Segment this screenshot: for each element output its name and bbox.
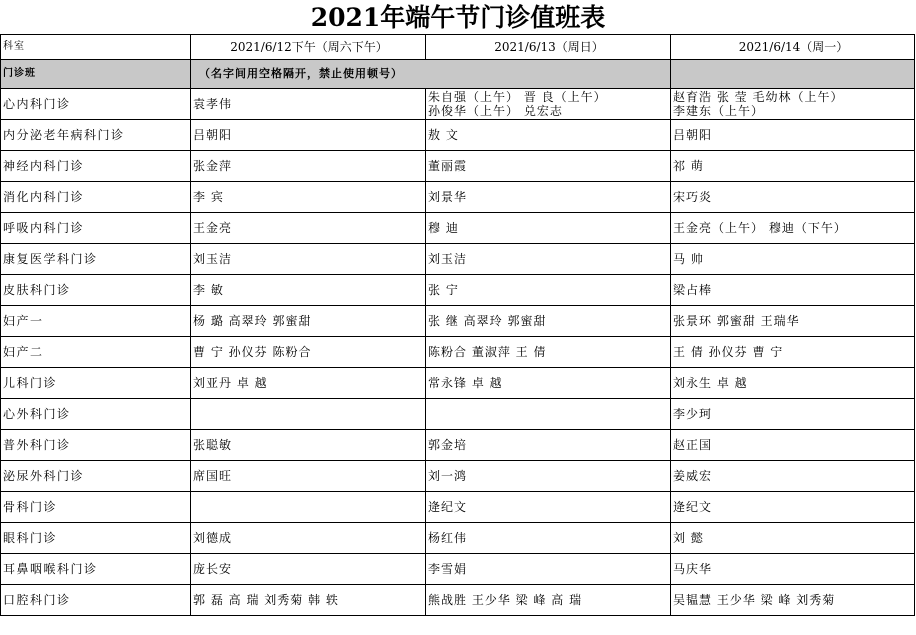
- duty-cell-day3[interactable]: [671, 337, 915, 368]
- duty-cell-day3[interactable]: [671, 89, 915, 120]
- table-row: [1, 151, 915, 182]
- duty-cell-day1[interactable]: [191, 492, 426, 523]
- duty-cell-day1[interactable]: [191, 151, 426, 182]
- table-row: [1, 89, 915, 120]
- duty-cell-day2[interactable]: [426, 399, 671, 430]
- duty-cell-day3[interactable]: [671, 182, 915, 213]
- doctor-names: 杨 璐 高翠玲 郭蜜甜: [193, 314, 312, 328]
- doctor-names: 梁占棒: [673, 283, 713, 297]
- doctor-names: 陈粉合 董淑萍 王 倩: [428, 345, 547, 359]
- duty-cell-day2[interactable]: [426, 151, 671, 182]
- doctor-names: 吴韫慧 王少华 梁 峰 刘秀菊: [673, 593, 836, 607]
- doctor-names: 朱自强（上午） 晋 良（上午）: [428, 90, 607, 104]
- dept-cell[interactable]: 呼吸内科门诊: [1, 213, 191, 244]
- duty-cell-day2[interactable]: [426, 585, 671, 616]
- duty-cell-day1[interactable]: [191, 430, 426, 461]
- band-empty-cell[interactable]: [671, 60, 915, 89]
- duty-cell-day2[interactable]: [426, 554, 671, 585]
- table-row: [1, 492, 915, 523]
- header-row: [1, 35, 915, 60]
- duty-cell-day1[interactable]: [191, 368, 426, 399]
- doctor-names: 李少珂: [673, 407, 713, 421]
- duty-cell-day3[interactable]: [671, 120, 915, 151]
- doctor-names: 李 敏: [193, 283, 224, 297]
- duty-cell-day1[interactable]: [191, 585, 426, 616]
- doctor-names: 吕朝阳: [673, 128, 713, 142]
- duty-cell-day2[interactable]: [426, 306, 671, 337]
- dept-cell[interactable]: 口腔科门诊: [1, 585, 191, 616]
- dept-cell[interactable]: 妇产一: [1, 306, 191, 337]
- dept-cell[interactable]: 普外科门诊: [1, 430, 191, 461]
- duty-cell-day1[interactable]: [191, 89, 426, 120]
- duty-cell-day3[interactable]: [671, 244, 915, 275]
- dept-cell[interactable]: 骨科门诊: [1, 492, 191, 523]
- table-row: [1, 461, 915, 492]
- dept-cell[interactable]: 眼科门诊: [1, 523, 191, 554]
- duty-cell-day1[interactable]: [191, 554, 426, 585]
- doctor-names: 姜威宏: [673, 469, 713, 483]
- duty-cell-day3[interactable]: [671, 430, 915, 461]
- doctor-names: 孙俊华（上午） 兑宏志: [428, 104, 563, 118]
- duty-cell-day3[interactable]: [671, 554, 915, 585]
- table-row: [1, 244, 915, 275]
- band-name[interactable]: 门诊班: [1, 60, 191, 89]
- doctor-names: 张金萍: [193, 159, 233, 173]
- doctor-names: 张景环 郭蜜甜 王瑞华: [673, 314, 800, 328]
- doctor-names: 宋巧炎: [673, 190, 713, 204]
- doctor-names: 刘玉洁: [428, 252, 468, 266]
- duty-cell-day2[interactable]: [426, 182, 671, 213]
- doctor-names: 王金亮（上午） 穆迪（下午）: [673, 221, 847, 235]
- table-row: [1, 368, 915, 399]
- duty-cell-day2[interactable]: [426, 368, 671, 399]
- dept-column-header[interactable]: 科室: [1, 35, 191, 60]
- dept-cell[interactable]: 神经内科门诊: [1, 151, 191, 182]
- dept-cell[interactable]: 妇产二: [1, 337, 191, 368]
- doctor-names: 张聪敏: [193, 438, 233, 452]
- doctor-names: 董丽霞: [428, 159, 468, 173]
- doctor-names: 李建东（上午）: [673, 104, 765, 118]
- duty-cell-day3[interactable]: [671, 368, 915, 399]
- duty-cell-day3[interactable]: [671, 461, 915, 492]
- doctor-names: 逄纪文: [428, 500, 468, 514]
- doctor-names: 李 宾: [193, 190, 224, 204]
- dept-cell[interactable]: 康复医学科门诊: [1, 244, 191, 275]
- duty-schedule-table: [0, 34, 915, 616]
- duty-cell-day2[interactable]: [426, 523, 671, 554]
- duty-cell-day1[interactable]: [191, 399, 426, 430]
- duty-cell-day3[interactable]: [671, 492, 915, 523]
- duty-cell-day2[interactable]: [426, 120, 671, 151]
- duty-cell-day3[interactable]: [671, 399, 915, 430]
- doctor-names: 袁孝伟: [193, 97, 233, 111]
- table-row: [1, 182, 915, 213]
- dept-cell[interactable]: 心内科门诊: [1, 89, 191, 120]
- doctor-names: 李雪娟: [428, 562, 468, 576]
- page-title: 2021年端午节门诊值班表: [310, 3, 606, 32]
- duty-cell-day2[interactable]: [426, 244, 671, 275]
- dept-cell[interactable]: 消化内科门诊: [1, 182, 191, 213]
- doctor-names: 马庆华: [673, 562, 713, 576]
- dept-cell[interactable]: 心外科门诊: [1, 399, 191, 430]
- duty-cell-day2[interactable]: [426, 337, 671, 368]
- duty-cell-day1[interactable]: [191, 275, 426, 306]
- duty-cell-day1[interactable]: [191, 523, 426, 554]
- doctor-names: 刘永生 卓 越: [673, 376, 748, 390]
- table-row: [1, 554, 915, 585]
- doctor-names: 穆 迪: [428, 221, 459, 235]
- doctor-names: 刘 懿: [673, 531, 704, 545]
- table-row: [1, 213, 915, 244]
- duty-cell-day2[interactable]: [426, 275, 671, 306]
- duty-cell-day3[interactable]: [671, 213, 915, 244]
- table-row: [1, 430, 915, 461]
- table-row: [1, 306, 915, 337]
- doctor-names: 常永锋 卓 越: [428, 376, 503, 390]
- duty-cell-day1[interactable]: [191, 244, 426, 275]
- doctor-names: 王金亮: [193, 221, 233, 235]
- doctor-names: 赵育浩 张 莹 毛幼林（上午）: [673, 90, 844, 104]
- doctor-names: 祁 萌: [673, 159, 704, 173]
- doctor-names: 张 继 高翠玲 郭蜜甜: [428, 314, 547, 328]
- doctor-names: 郭金培: [428, 438, 468, 452]
- duty-cell-day1[interactable]: [191, 120, 426, 151]
- duty-cell-day3[interactable]: [671, 523, 915, 554]
- doctor-names: 马 帅: [673, 252, 704, 266]
- doctor-names: 刘一鸿: [428, 469, 468, 483]
- duty-cell-day2[interactable]: [426, 89, 671, 120]
- duty-cell-day1[interactable]: [191, 461, 426, 492]
- doctor-names: 郭 磊 高 瑞 刘秀菊 韩 轶: [193, 593, 339, 607]
- table-row: [1, 120, 915, 151]
- duty-cell-day2[interactable]: [426, 213, 671, 244]
- duty-cell-day3[interactable]: [671, 151, 915, 182]
- outpatient-band-row: [1, 60, 915, 89]
- band-note[interactable]: （名字间用空格隔开，禁止使用顿号）: [191, 60, 671, 89]
- date-header-2[interactable]: 2021/6/13（周日）: [426, 35, 671, 60]
- doctor-names: 刘玉洁: [193, 252, 233, 266]
- dept-cell[interactable]: 内分泌老年病科门诊: [1, 120, 191, 151]
- doctor-names: 逄纪文: [673, 500, 713, 514]
- table-row: [1, 337, 915, 368]
- duty-cell-day1[interactable]: [191, 182, 426, 213]
- doctor-names: 庞长安: [193, 562, 233, 576]
- dept-cell[interactable]: 皮肤科门诊: [1, 275, 191, 306]
- table-row: [1, 275, 915, 306]
- duty-cell-day3[interactable]: [671, 306, 915, 337]
- dept-cell[interactable]: 耳鼻咽喉科门诊: [1, 554, 191, 585]
- doctor-names: 王 倩 孙仪芬 曹 宁: [673, 345, 784, 359]
- doctor-names: 杨红伟: [428, 531, 468, 545]
- duty-cell-day2[interactable]: [426, 461, 671, 492]
- dept-cell[interactable]: 泌尿外科门诊: [1, 461, 191, 492]
- duty-cell-day1[interactable]: [191, 306, 426, 337]
- doctor-names: 席国旺: [193, 469, 233, 483]
- table-row: [1, 399, 915, 430]
- doctor-names: 熊战胜 王少华 梁 峰 高 瑞: [428, 593, 583, 607]
- doctor-names: 敖 文: [428, 128, 459, 142]
- duty-cell-day1[interactable]: [191, 213, 426, 244]
- duty-cell-day3[interactable]: [671, 275, 915, 306]
- doctor-names: 刘景华: [428, 190, 468, 204]
- doctor-names: 吕朝阳: [193, 128, 233, 142]
- doctor-names: 张 宁: [428, 283, 459, 297]
- doctor-names: 刘德成: [193, 531, 233, 545]
- duty-cell-day1[interactable]: [191, 337, 426, 368]
- duty-cell-day2[interactable]: [426, 492, 671, 523]
- table-row: [1, 585, 915, 616]
- table-row: [1, 523, 915, 554]
- duty-cell-day2[interactable]: [426, 430, 671, 461]
- doctor-names: 赵正国: [673, 438, 713, 452]
- date-header-1[interactable]: 2021/6/12下午（周六下午）: [191, 35, 426, 60]
- duty-cell-day3[interactable]: [671, 585, 915, 616]
- doctor-names: 曹 宁 孙仪芬 陈粉合: [193, 345, 312, 359]
- date-header-3[interactable]: 2021/6/14（周一）: [671, 35, 915, 60]
- doctor-names: 刘亚丹 卓 越: [193, 376, 268, 390]
- dept-cell[interactable]: 儿科门诊: [1, 368, 191, 399]
